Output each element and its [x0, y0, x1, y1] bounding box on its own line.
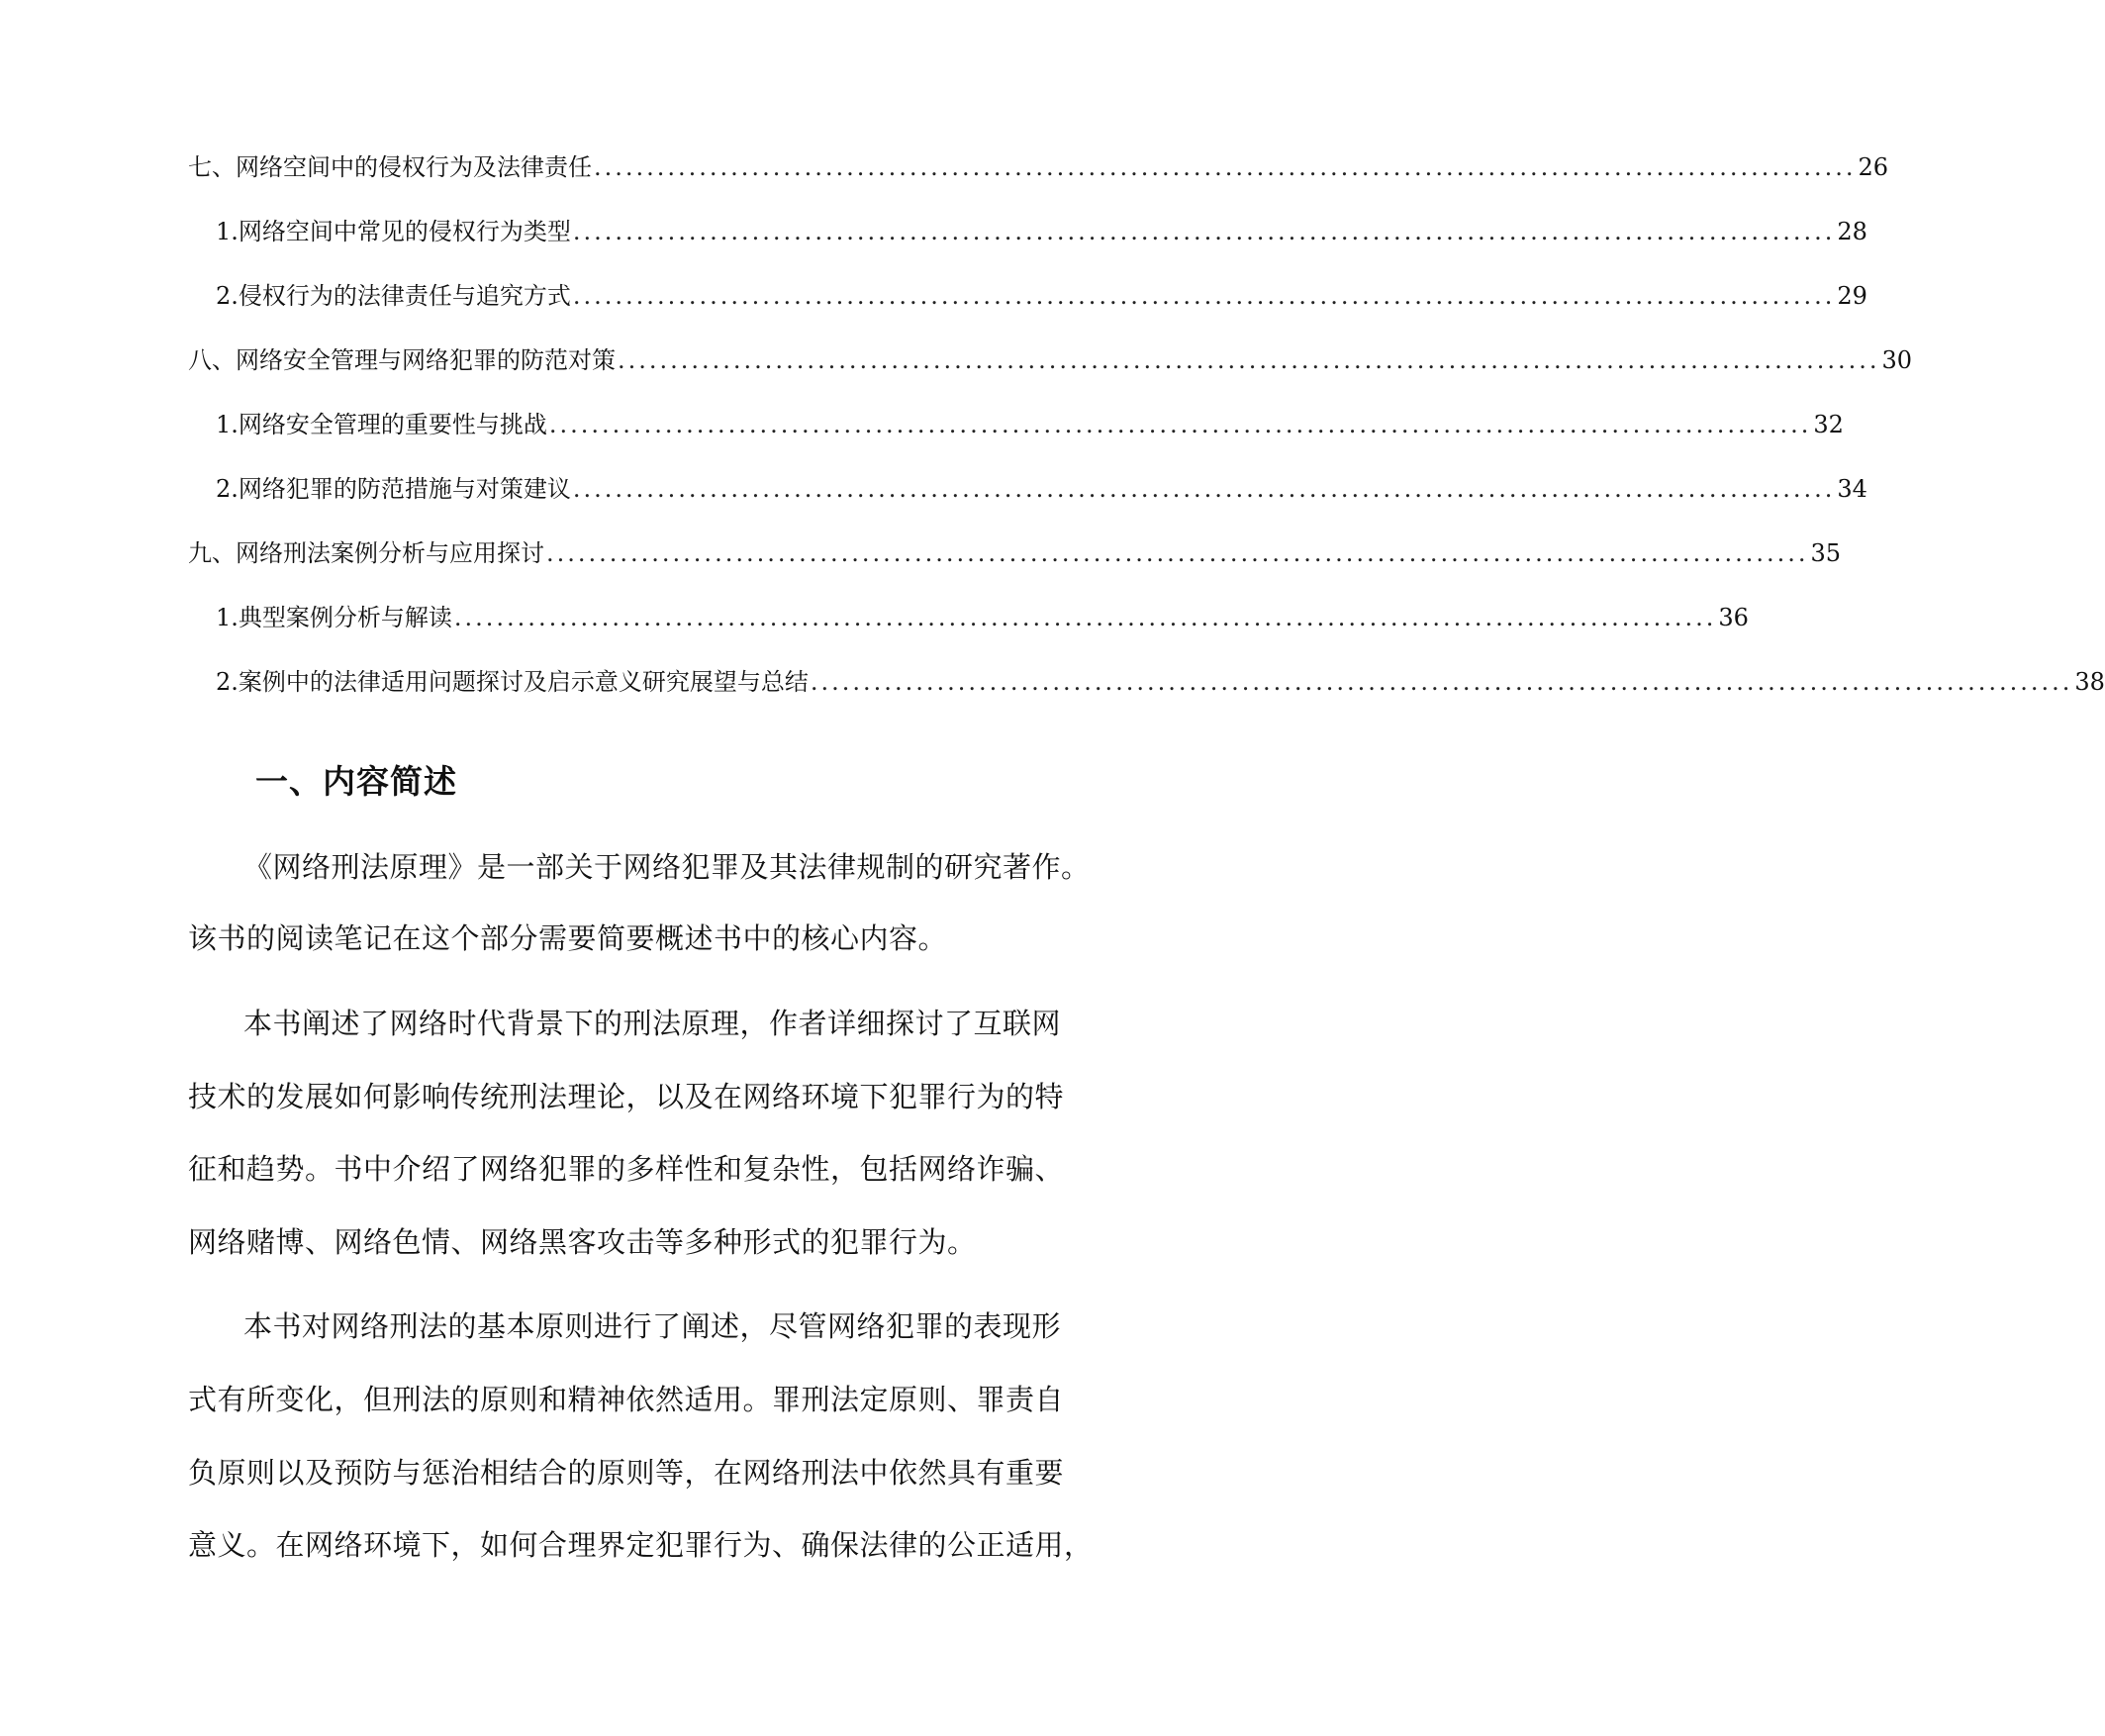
toc-leader-dots: ........................................................................................................................ — [572, 218, 1836, 245]
toc-leader-dots: ........................................................................................................................ — [572, 282, 1836, 310]
toc-entry-number: 2. — [216, 475, 239, 503]
toc-entry[interactable] — [216, 276, 1867, 316]
toc-leader-dots: ........................................................................................................................ — [548, 411, 1812, 438]
body-line: 本书对网络刑法的基本原则进行了阐述，尽管网络犯罪的表现形 — [243, 1309, 1062, 1343]
toc-entry[interactable] — [216, 212, 1867, 251]
toc-entry[interactable] — [216, 662, 2105, 702]
toc-entry[interactable] — [188, 533, 1842, 573]
toc-leader-dots: ........................................................................................................................ — [453, 604, 1717, 631]
toc-entry[interactable] — [216, 469, 1867, 509]
body-line: 式有所变化，但刑法的原则和精神依然适用。罪刑法定原则、罪责自 — [188, 1383, 1065, 1416]
toc-entry-title: 七、网络空间中的侵权行为及法律责任 — [188, 153, 592, 181]
toc-entry-number: 2. — [216, 668, 239, 696]
toc-entry-page: 29 — [1837, 282, 1867, 310]
toc-entry-page: 36 — [1718, 604, 1749, 631]
toc-leader-dots: ........................................................................................................................ — [594, 153, 1857, 181]
toc-entry-page: 26 — [1858, 153, 1889, 181]
toc-entry-page: 32 — [1813, 411, 1844, 438]
body-line: 本书阐述了网络时代背景下的刑法原理，作者详细探讨了互联网 — [243, 1007, 1062, 1040]
toc-entry-number: 1. — [216, 604, 239, 631]
body-line: 网络赌博、网络色情、网络黑客攻击等多种形式的犯罪行为。 — [188, 1225, 977, 1259]
body-line: 该书的阅读笔记在这个部分需要简要概述书中的核心内容。 — [188, 921, 948, 955]
toc-entry-page: 34 — [1837, 475, 1867, 503]
toc-entry[interactable] — [188, 340, 1913, 380]
toc-entry-title: 典型案例分析与解读 — [238, 604, 452, 631]
body-line: 负原则以及预防与惩治相结合的原则等，在网络刑法中依然具有重要 — [188, 1456, 1065, 1490]
toc-entry-number: 2. — [216, 282, 239, 310]
toc-entry-title: 案例中的法律适用问题探讨及启示意义研究展望与总结 — [238, 668, 809, 696]
body-line: 技术的发展如何影响传统刑法理论，以及在网络环境下犯罪行为的特 — [188, 1080, 1065, 1113]
toc-entry-title: 侵权行为的法律责任与追究方式 — [238, 282, 571, 310]
toc-entry[interactable] — [216, 598, 1749, 637]
section-heading: 一、内容简述 — [255, 762, 457, 801]
toc-entry-number: 1. — [216, 218, 239, 245]
toc-entry-page: 28 — [1837, 218, 1867, 245]
toc-entry-title: 网络安全管理的重要性与挑战 — [238, 411, 547, 438]
toc-entry-title: 网络犯罪的防范措施与对策建议 — [238, 475, 571, 503]
body-line: 《网络刑法原理》是一部关于网络犯罪及其法律规制的研究著作。 — [243, 850, 1091, 884]
toc-entry-page: 35 — [1810, 539, 1842, 567]
toc-entry-page: 38 — [2074, 668, 2105, 696]
toc-entry-title: 八、网络安全管理与网络犯罪的防范对策 — [188, 346, 616, 374]
toc-entry[interactable] — [188, 147, 1889, 187]
toc-entry[interactable] — [216, 405, 1844, 444]
body-line: 意义。在网络环境下，如何合理界定犯罪行为、确保法律的公正适用， — [188, 1528, 1094, 1562]
toc-leader-dots: ........................................................................................................................ — [546, 539, 1809, 567]
toc-leader-dots: ........................................................................................................................ — [572, 475, 1836, 503]
toc-entry-number: 1. — [216, 411, 239, 438]
toc-entry-title: 九、网络刑法案例分析与应用探讨 — [188, 539, 544, 567]
toc-leader-dots: ........................................................................................................................ — [810, 668, 2073, 696]
toc-leader-dots: ........................................................................................................................ — [618, 346, 1880, 374]
toc-entry-title: 网络空间中常见的侵权行为类型 — [238, 218, 571, 245]
body-line: 征和趋势。书中介绍了网络犯罪的多样性和复杂性，包括网络诈骗、 — [188, 1152, 1065, 1186]
toc-entry-page: 30 — [1881, 346, 1913, 374]
